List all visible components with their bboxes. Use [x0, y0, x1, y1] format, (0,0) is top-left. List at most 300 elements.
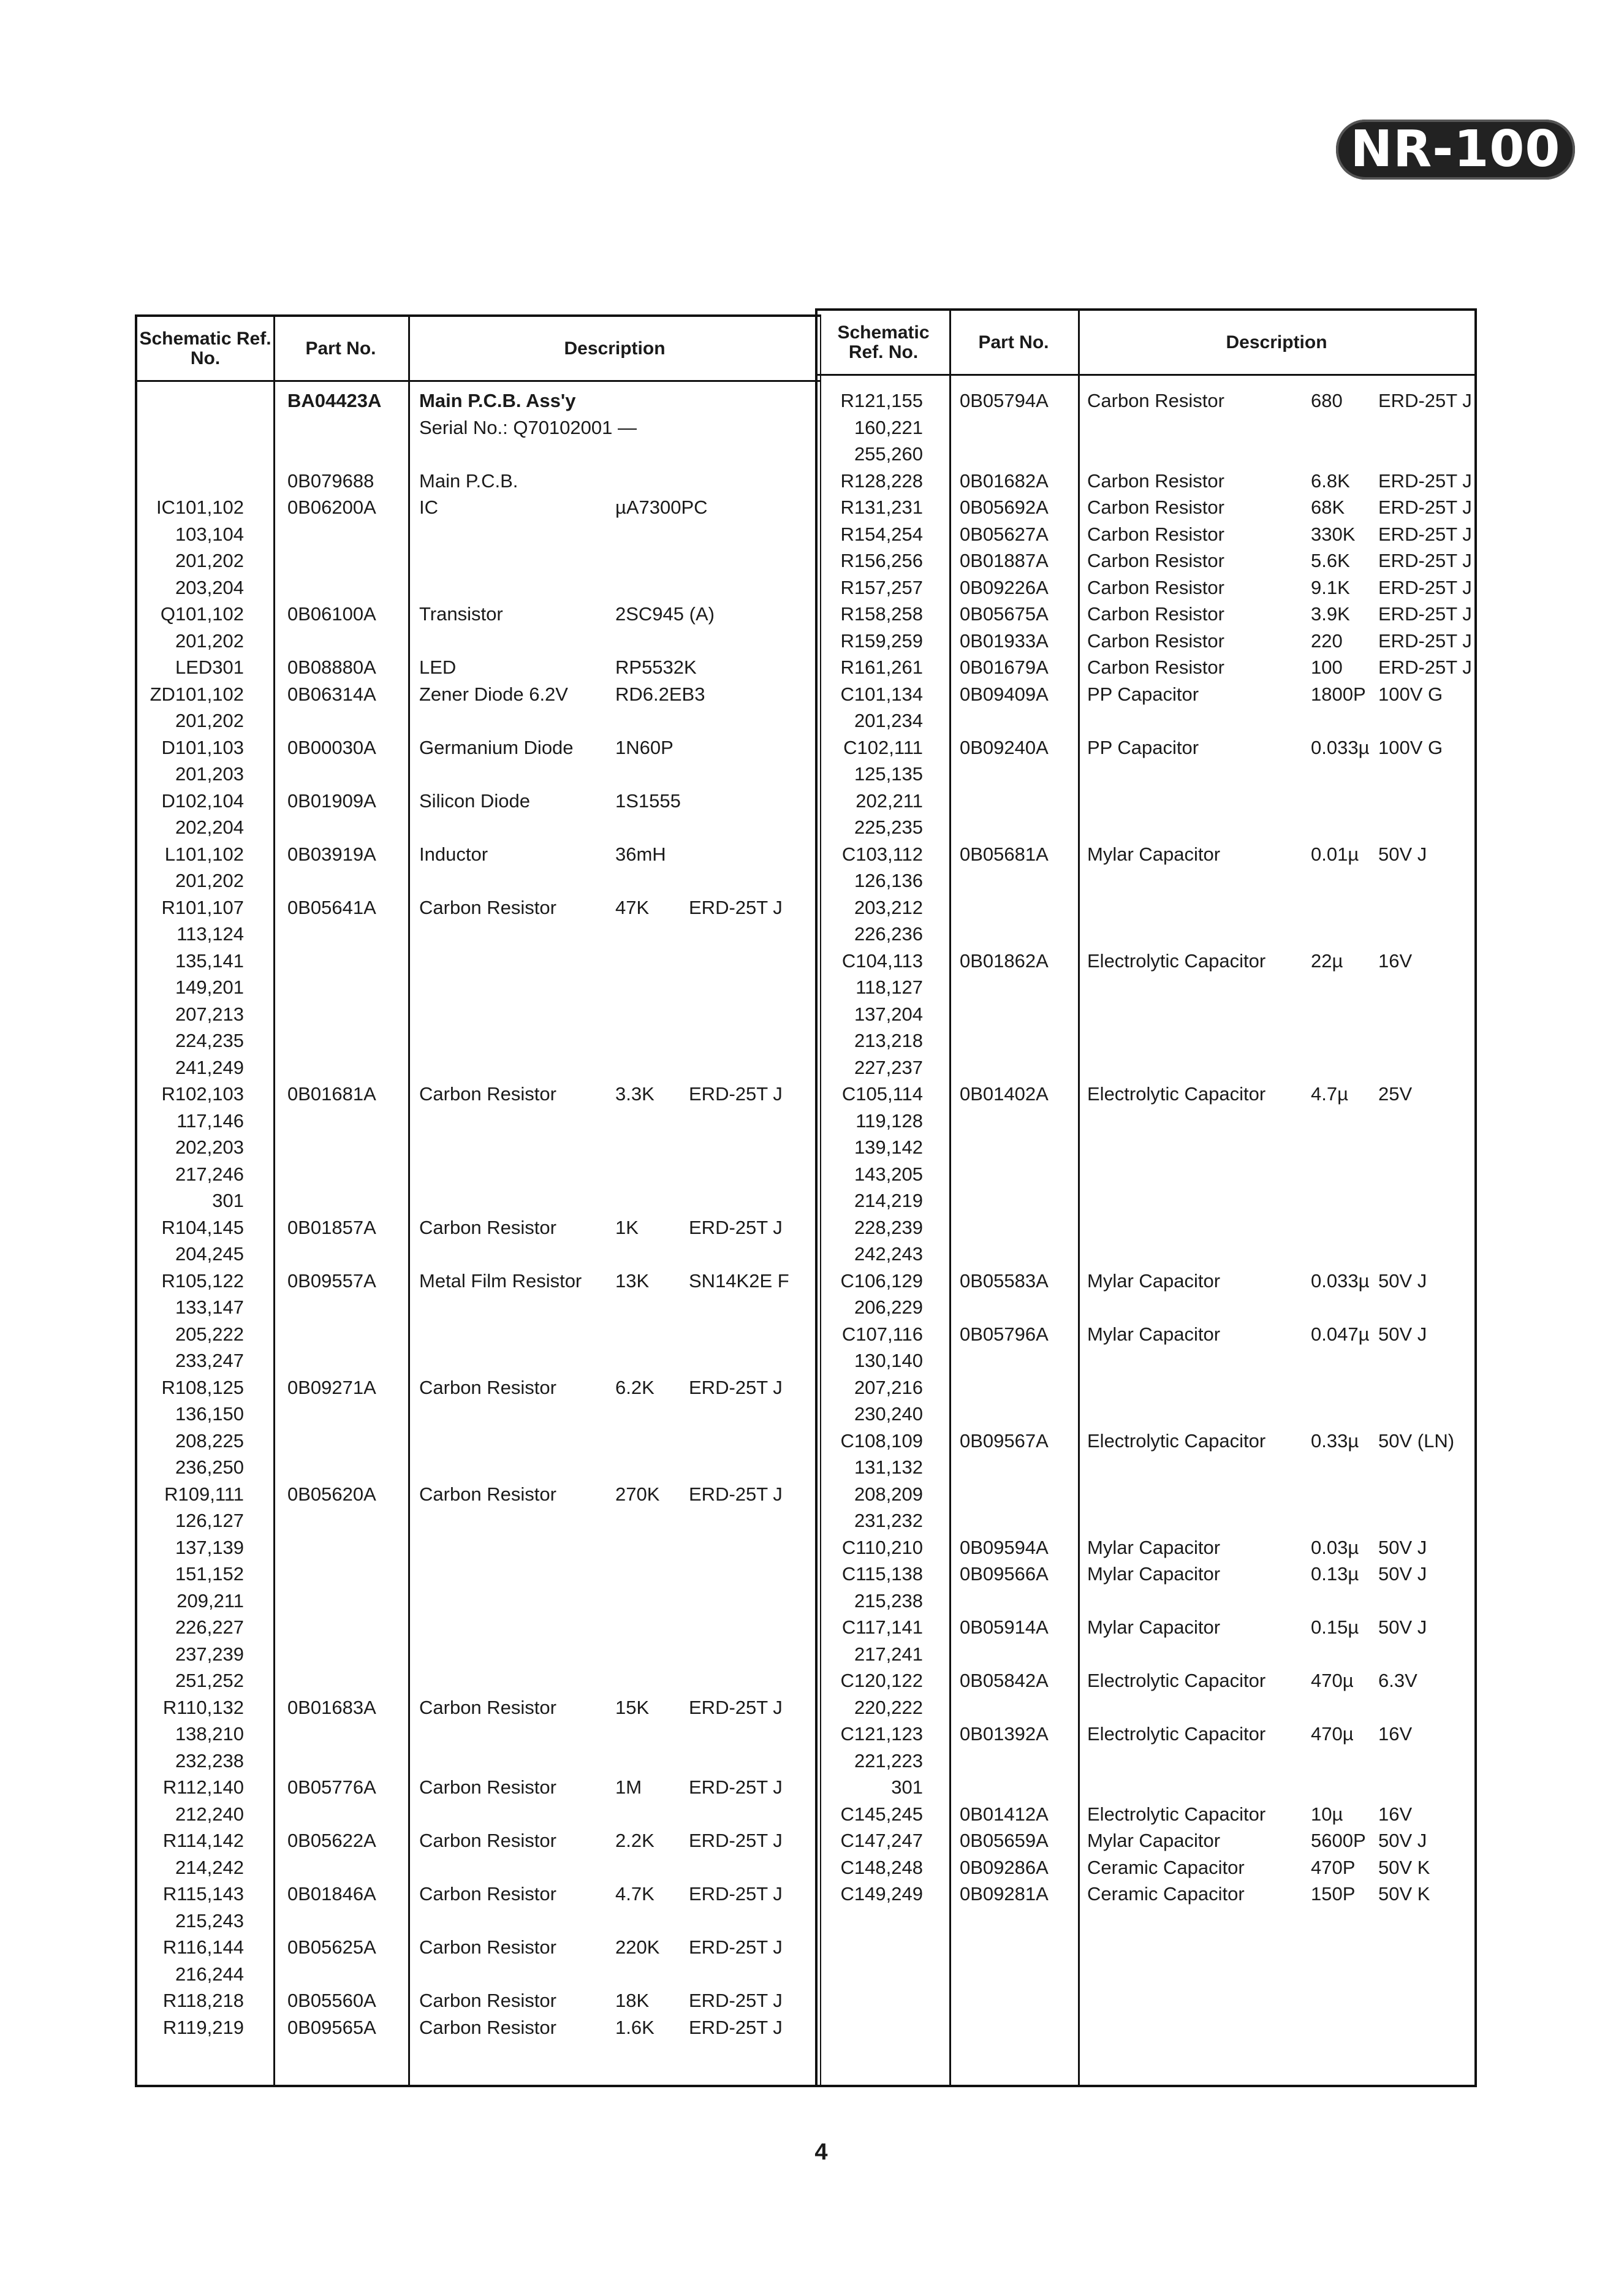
cell-ref: 119,128	[856, 1109, 923, 1132]
table-row	[137, 1428, 820, 1454]
table-row	[137, 468, 820, 494]
parts-table-right	[815, 308, 1477, 2087]
cell-val: 4.7µ	[1311, 1083, 1348, 1105]
cell-val: 680	[1311, 390, 1343, 411]
table-row	[137, 1721, 820, 1747]
cell-ref: 251,252	[175, 1670, 244, 1691]
cell-part: 0B01909A	[287, 790, 376, 812]
table-row	[818, 1534, 1474, 1561]
cell-spec: ERD-25T J	[689, 1083, 783, 1105]
cell-ref: R158,258	[840, 603, 923, 625]
table-row	[137, 2014, 820, 2041]
table-row	[818, 1881, 1474, 1907]
cell-ref: 137,139	[175, 1536, 244, 1558]
table-row	[818, 1641, 1474, 1667]
cell-spec: 50V J	[1378, 843, 1427, 865]
table-row	[137, 1987, 820, 2014]
cell-part: 0B09566A	[960, 1563, 1049, 1585]
cell-ref: 301	[891, 1776, 923, 1798]
cell-ref: 225,235	[854, 816, 923, 838]
cell-part: 0B05560A	[287, 1990, 376, 2011]
cell-val: 15K	[615, 1696, 650, 1718]
cell-ref: R159,259	[840, 630, 923, 652]
cell-ref: IC101,102	[156, 497, 244, 518]
table-row	[818, 1081, 1474, 1107]
table-row	[818, 1721, 1474, 1747]
table-row	[137, 1054, 820, 1081]
cell-spec: 50V (LN)	[1378, 1429, 1455, 1452]
table-row	[137, 788, 820, 814]
table-row	[137, 1881, 820, 1907]
cell-desc: Carbon Resistor	[419, 1990, 556, 2011]
cell-ref: 214,242	[175, 1856, 244, 1878]
table-row	[818, 1694, 1474, 1721]
table-row	[818, 1321, 1474, 1347]
cell-desc: LED	[419, 657, 457, 678]
page-number: 4	[814, 2139, 828, 2165]
cell-part: 0B09567A	[960, 1429, 1049, 1452]
cell-ref: R116,144	[162, 1936, 244, 1958]
cell-val: 0.01µ	[1311, 843, 1359, 865]
table-row	[137, 1908, 820, 1934]
cell-ref: 209,211	[176, 1589, 244, 1612]
cell-val: 5600P	[1311, 1830, 1366, 1851]
cell-spec: ERD-25T J	[689, 2016, 783, 2038]
cell-part: 0B01392A	[960, 1723, 1049, 1745]
cell-part: 0B09557A	[287, 1269, 376, 1292]
table-row	[818, 948, 1474, 974]
table-row	[818, 1374, 1474, 1401]
table-row	[137, 1241, 820, 1267]
cell-ref: C101,134	[840, 683, 923, 705]
table-row	[137, 1294, 820, 1320]
cell-part: 0B01862A	[960, 950, 1049, 972]
table-row	[137, 1454, 820, 1480]
cell-desc: Carbon Resistor	[1087, 603, 1224, 625]
cell-part: 0B00030A	[287, 736, 376, 758]
cell-part: 0B09409A	[960, 683, 1049, 705]
cell-val: 220K	[615, 1936, 660, 1958]
cell-desc: Electrolytic Capacitor	[1087, 1083, 1266, 1105]
table-row	[818, 1614, 1474, 1640]
table-row	[137, 1001, 820, 1027]
cell-ref: 233,247	[175, 1350, 244, 1371]
cell-ref: 255,260	[854, 443, 923, 465]
cell-part: 0B05620A	[287, 1483, 376, 1505]
table-row	[818, 1161, 1474, 1187]
cell-ref: 143,205	[854, 1163, 923, 1185]
table-row	[137, 414, 820, 441]
cell-val: 220	[1311, 630, 1343, 652]
cell-ref: R108,125	[161, 1376, 244, 1398]
cell-desc: Electrolytic Capacitor	[1087, 1670, 1266, 1691]
cell-desc: Carbon Resistor	[419, 1216, 556, 1238]
cell-ref: C117,141	[841, 1616, 923, 1638]
cell-part: 0B05627A	[960, 523, 1049, 545]
table-row	[137, 974, 820, 1000]
cell-val: 68K	[1311, 497, 1345, 518]
table-row	[818, 628, 1474, 654]
table-row	[137, 1027, 820, 1054]
cell-part: 0B09565A	[287, 2016, 376, 2038]
cell-val: 0.033µ	[1311, 1269, 1370, 1292]
cell-spec: ERD-25T J	[689, 1936, 783, 1958]
cell-val: 1S1555	[615, 790, 681, 812]
cell-desc: Carbon Resistor	[419, 1083, 556, 1105]
cell-ref: 201,202	[175, 870, 244, 891]
table-row	[818, 547, 1474, 574]
cell-desc: IC	[419, 497, 438, 518]
table-row	[137, 1561, 820, 1587]
cell-ref: 232,238	[175, 1749, 244, 1772]
cell-val: 270K	[615, 1483, 660, 1505]
cell-ref: 212,240	[175, 1803, 244, 1825]
table-row	[818, 468, 1474, 494]
cell-ref: R102,103	[161, 1083, 244, 1105]
table-row	[137, 1694, 820, 1721]
cell-ref: 301	[212, 1190, 244, 1211]
table-row	[818, 1667, 1474, 1694]
table-row	[137, 841, 820, 867]
cell-ref: 136,150	[175, 1403, 244, 1425]
cell-ref: 204,245	[175, 1243, 244, 1265]
cell-val: 0.33µ	[1311, 1429, 1359, 1452]
cell-ref: LED301	[175, 657, 244, 678]
table-row	[818, 654, 1474, 680]
cell-ref: R105,122	[161, 1269, 244, 1292]
cell-desc: Carbon Resistor	[419, 1483, 556, 1505]
cell-spec: 50V K	[1378, 1883, 1430, 1905]
cell-ref: C107,116	[841, 1323, 923, 1345]
cell-ref: C120,122	[840, 1670, 923, 1691]
cell-part: 0B09271A	[287, 1376, 376, 1398]
cell-spec: 25V	[1378, 1083, 1413, 1105]
header-desc: Description	[564, 338, 666, 359]
table-row	[818, 1027, 1474, 1054]
cell-ref: R156,256	[840, 550, 923, 571]
cell-ref: 237,239	[175, 1643, 244, 1665]
cell-ref: 131,132	[854, 1456, 923, 1478]
cell-desc: Electrolytic Capacitor	[1087, 1429, 1266, 1452]
header-ref: Schematic Ref. No.	[139, 328, 271, 368]
cell-ref: L101,102	[164, 843, 244, 865]
cell-desc: Carbon Resistor	[419, 2016, 556, 2038]
cell-ref: 201,202	[175, 550, 244, 571]
cell-val: 1N60P	[615, 736, 674, 758]
table-row	[818, 1001, 1474, 1027]
cell-ref: R104,145	[161, 1216, 244, 1238]
table-row	[137, 894, 820, 921]
table-row	[818, 1294, 1474, 1320]
table-row	[137, 867, 820, 894]
cell-part: 0B05583A	[960, 1269, 1049, 1292]
cell-part: 0B09594A	[960, 1536, 1049, 1558]
cell-ref: 221,223	[854, 1749, 923, 1772]
cell-val: 470µ	[1311, 1723, 1354, 1745]
cell-desc: Transistor	[419, 603, 503, 625]
cell-ref: D101,103	[161, 736, 244, 758]
cell-desc: Carbon Resistor	[419, 1696, 556, 1718]
table-row	[137, 921, 820, 947]
table-row	[818, 387, 1474, 414]
cell-spec: ERD-25T J	[689, 1776, 783, 1798]
cell-ref: 226,236	[854, 923, 923, 945]
table-row	[818, 1827, 1474, 1854]
cell-ref: C145,245	[840, 1803, 923, 1825]
cell-ref: 213,218	[854, 1030, 923, 1051]
cell-ref: 201,234	[854, 710, 923, 731]
table-row	[137, 654, 820, 680]
cell-val: 4.7K	[615, 1883, 655, 1905]
cell-part: 0B06314A	[287, 683, 376, 705]
table-row	[818, 788, 1474, 814]
cell-ref: ZD101,102	[150, 683, 244, 705]
table-row	[137, 547, 820, 574]
table-row	[818, 1347, 1474, 1374]
parts-table-left	[135, 314, 821, 2087]
cell-spec: ERD-25T J	[1378, 576, 1472, 598]
cell-spec: ERD-25T J	[1378, 630, 1472, 652]
cell-part: 0B05692A	[960, 497, 1049, 518]
cell-ref: 201,203	[175, 763, 244, 785]
cell-val: 0.13µ	[1311, 1563, 1359, 1585]
cell-part: 0B01402A	[960, 1083, 1049, 1105]
cell-ref: 139,142	[854, 1136, 923, 1158]
cell-spec: 50V J	[1378, 1536, 1427, 1558]
cell-desc: Mylar Capacitor	[1087, 1536, 1221, 1558]
cell-part: 0B09226A	[960, 576, 1049, 598]
cell-desc: Carbon Resistor	[419, 1883, 556, 1905]
cell-ref: 217,241	[854, 1643, 923, 1665]
cell-spec: ERD-25T J	[689, 1216, 783, 1238]
cell-ref: C102,111	[843, 736, 923, 758]
table-row	[137, 1748, 820, 1774]
cell-spec: 6.3V	[1378, 1670, 1417, 1691]
table-row	[818, 867, 1474, 894]
cell-spec: ERD-25T J	[1378, 550, 1472, 571]
table-row	[818, 414, 1474, 441]
table-row	[137, 1614, 820, 1640]
cell-val: 6.8K	[1311, 470, 1350, 492]
cell-ref: R118,218	[162, 1990, 244, 2011]
cell-spec: ERD-25T J	[689, 1883, 783, 1905]
cell-ref: 206,229	[854, 1296, 923, 1318]
cell-ref: R110,132	[162, 1696, 244, 1718]
cell-val: 0.047µ	[1311, 1323, 1370, 1345]
cell-spec: ERD-25T J	[689, 1483, 783, 1505]
cell-val: 470µ	[1311, 1670, 1354, 1691]
cell-desc: Carbon Resistor	[1087, 576, 1224, 598]
cell-part: 0B08880A	[287, 657, 376, 678]
cell-ref: 130,140	[854, 1350, 923, 1371]
cell-ref: 118,127	[856, 976, 923, 998]
table-row	[137, 1534, 820, 1561]
table-row	[818, 1241, 1474, 1267]
cell-desc: Inductor	[419, 843, 488, 865]
cell-val: 3.9K	[1311, 603, 1350, 625]
cell-val: 100	[1311, 657, 1343, 678]
cell-ref: 207,216	[854, 1376, 923, 1398]
cell-desc: Main P.C.B.	[419, 470, 518, 492]
cell-part: 0B09281A	[960, 1883, 1049, 1905]
cell-desc: Ceramic Capacitor	[1087, 1883, 1245, 1905]
cell-val: 47K	[615, 896, 650, 918]
table-row	[137, 707, 820, 734]
table-row	[818, 1214, 1474, 1241]
cell-val: 330K	[1311, 523, 1356, 545]
table-row	[818, 1801, 1474, 1827]
cell-ref: R131,231	[840, 497, 923, 518]
cell-part: 0B01846A	[287, 1883, 376, 1905]
cell-desc: Carbon Resistor	[1087, 390, 1224, 411]
table-row	[137, 601, 820, 627]
table-row	[137, 1134, 820, 1160]
table-row	[137, 387, 820, 414]
table-row	[137, 574, 820, 601]
table-row	[137, 734, 820, 761]
cell-ref: Q101,102	[160, 603, 244, 625]
cell-part: 0B06100A	[287, 603, 376, 625]
table-row	[137, 1268, 820, 1294]
cell-ref: R114,142	[162, 1830, 244, 1851]
cell-spec: ERD-25T J	[1378, 523, 1472, 545]
table-row	[137, 1401, 820, 1427]
cell-ref: C110,210	[841, 1536, 923, 1558]
cell-spec: 16V	[1378, 950, 1413, 972]
header-part: Part No.	[305, 338, 376, 359]
cell-spec: ERD-25T J	[1378, 603, 1472, 625]
cell-spec: ERD-25T J	[1378, 497, 1472, 518]
cell-ref: C106,129	[840, 1269, 923, 1292]
table-row	[818, 1774, 1474, 1800]
cell-ref: C103,112	[841, 843, 923, 865]
cell-ref: 226,227	[175, 1616, 244, 1638]
cell-ref: 227,237	[854, 1056, 923, 1078]
header-divider	[818, 374, 1474, 376]
cell-part: 0B05842A	[960, 1670, 1049, 1691]
cell-val: 0.033µ	[1311, 736, 1370, 758]
cell-val: 13K	[615, 1269, 650, 1292]
cell-ref: 224,235	[175, 1030, 244, 1051]
cell-desc: Carbon Resistor	[1087, 470, 1224, 492]
cell-spec: ERD-25T J	[1378, 657, 1472, 678]
cell-ref: 220,222	[854, 1696, 923, 1718]
cell-ref: R161,261	[840, 657, 923, 678]
cell-desc: Mylar Capacitor	[1087, 1830, 1221, 1851]
cell-ref: 236,250	[175, 1456, 244, 1478]
cell-val: 1K	[615, 1216, 639, 1238]
cell-ref: 138,210	[175, 1723, 244, 1745]
cell-desc: Metal Film Resistor	[419, 1269, 582, 1292]
cell-ref: 217,246	[175, 1163, 244, 1185]
cell-ref: C104,113	[841, 950, 923, 972]
cell-val: 5.6K	[1311, 550, 1350, 571]
cell-part: 0B01887A	[960, 550, 1049, 571]
cell-part: 0B01682A	[960, 470, 1049, 492]
table-row	[818, 1187, 1474, 1214]
cell-desc: Ceramic Capacitor	[1087, 1856, 1245, 1878]
table-row	[137, 494, 820, 520]
cell-spec: ERD-25T J	[689, 1696, 783, 1718]
cell-ref: 201,202	[175, 710, 244, 731]
cell-spec: 50V J	[1378, 1563, 1427, 1585]
cell-ref: 242,243	[854, 1243, 923, 1265]
cell-desc: Carbon Resistor	[419, 896, 556, 918]
cell-ref: C108,109	[840, 1429, 923, 1452]
cell-desc: Mylar Capacitor	[1087, 1323, 1221, 1345]
cell-part: 0B05776A	[287, 1776, 376, 1798]
cell-ref: 201,202	[175, 630, 244, 652]
cell-ref: 208,225	[175, 1429, 244, 1452]
header-divider	[137, 380, 820, 382]
cell-spec: 100V G	[1378, 736, 1443, 758]
cell-ref: 160,221	[854, 416, 923, 438]
table-row	[818, 894, 1474, 921]
cell-part: 0B01933A	[960, 630, 1049, 652]
cell-ref: 214,219	[854, 1190, 923, 1211]
cell-ref: 205,222	[175, 1323, 244, 1345]
table-row	[137, 1347, 820, 1374]
cell-spec: ERD-25T J	[689, 896, 783, 918]
cell-part: 0B05681A	[960, 843, 1049, 865]
cell-val: 3.3K	[615, 1083, 655, 1105]
cell-ref: 207,213	[175, 1003, 244, 1025]
cell-ref: 137,204	[854, 1003, 923, 1025]
cell-desc: Carbon Resistor	[1087, 523, 1224, 545]
table-row	[137, 1187, 820, 1214]
cell-desc: Carbon Resistor	[1087, 630, 1224, 652]
cell-part: 0B01857A	[287, 1216, 376, 1238]
cell-ref: 231,232	[854, 1510, 923, 1531]
table-row	[818, 1481, 1474, 1507]
cell-val: 1M	[615, 1776, 642, 1798]
cell-desc: Carbon Resistor	[1087, 550, 1224, 571]
table-row	[137, 1641, 820, 1667]
table-row	[818, 1108, 1474, 1134]
table-row	[818, 734, 1474, 761]
cell-ref: R109,111	[164, 1483, 244, 1505]
cell-val: 9.1K	[1311, 576, 1350, 598]
cell-desc: Mylar Capacitor	[1087, 1616, 1221, 1638]
cell-part: 0B05622A	[287, 1830, 376, 1851]
cell-val: 0.15µ	[1311, 1616, 1359, 1638]
cell-part: 0B05675A	[960, 603, 1049, 625]
cell-spec: ERD-25T J	[689, 1830, 783, 1851]
table-row	[818, 681, 1474, 707]
table-row	[137, 1374, 820, 1401]
cell-ref: 103,104	[175, 523, 244, 545]
table-row	[137, 761, 820, 787]
cell-ref: R115,143	[162, 1883, 244, 1905]
cell-spec: SN14K2E F	[689, 1269, 789, 1292]
cell-desc: PP Capacitor	[1087, 736, 1199, 758]
cell-ref: C149,249	[840, 1883, 923, 1905]
table-row	[137, 1801, 820, 1827]
cell-spec: ERD-25T J	[689, 1376, 783, 1398]
table-row	[818, 441, 1474, 467]
table-row	[137, 521, 820, 547]
cell-ref: 208,209	[854, 1483, 923, 1505]
cell-val: 6.2K	[615, 1376, 655, 1398]
cell-part: 0B01683A	[287, 1696, 376, 1718]
cell-desc: Mylar Capacitor	[1087, 843, 1221, 865]
cell-ref: C121,123	[840, 1723, 923, 1745]
table-row	[137, 1321, 820, 1347]
table-row	[818, 761, 1474, 787]
table-row	[818, 814, 1474, 840]
cell-ref: 202,204	[175, 816, 244, 838]
cell-val: 1800P	[1311, 683, 1366, 705]
